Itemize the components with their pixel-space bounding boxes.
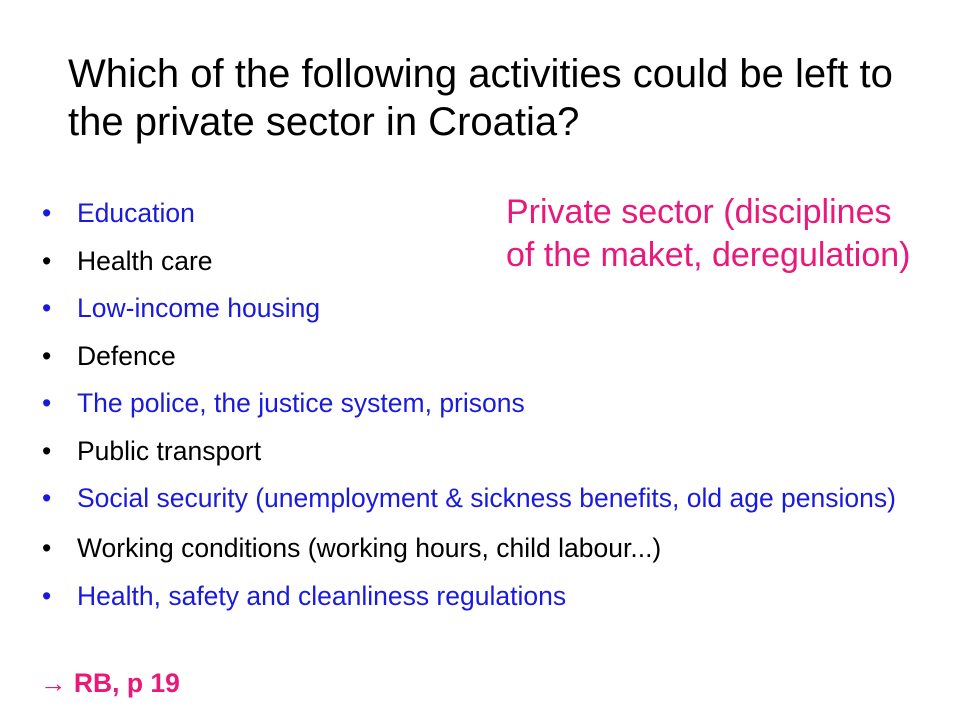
list-item — [40, 341, 920, 371]
list-item-text: Health care — [77, 245, 213, 276]
bullet-icon: • — [42, 198, 52, 228]
private-sector-note: Private sector (disciplines of the maket, deregulation) — [506, 193, 911, 274]
list-item — [40, 198, 920, 228]
activity-list — [40, 198, 920, 628]
bullet-icon: • — [42, 483, 52, 513]
list-item-text: Health, safety and cleanliness regulations — [77, 580, 567, 611]
bullet-icon: • — [42, 435, 52, 466]
bullet-icon: • — [42, 533, 52, 563]
list-item — [40, 388, 920, 418]
list-item-text: Low-income housing — [77, 293, 321, 323]
list-item-text: Working conditions (working hours, child labour...) — [77, 533, 662, 563]
bullet-icon: • — [42, 245, 52, 276]
reference-note: → RB, p 19 — [40, 668, 180, 698]
list-item — [40, 436, 920, 466]
list-item — [40, 533, 920, 563]
list-item-text: The police, the justice system, prisons — [77, 388, 525, 418]
list-item-text: Education — [77, 198, 195, 228]
bullet-icon: • — [42, 340, 52, 371]
list-item — [40, 246, 920, 276]
bullet-icon: • — [42, 388, 52, 418]
list-item-text: Defence — [77, 340, 176, 371]
slide-title: Which of the following activities could be left to the private sector in Croatia? — [68, 52, 893, 144]
list-item — [40, 483, 920, 513]
list-item — [40, 581, 920, 611]
bullet-icon: • — [42, 293, 52, 323]
list-item — [40, 293, 920, 323]
bullet-icon: • — [42, 580, 52, 611]
list-item-text: Public transport — [77, 435, 262, 466]
list-item-text: Social security (unemployment & sickness benefits, old age pensions) — [77, 483, 896, 513]
